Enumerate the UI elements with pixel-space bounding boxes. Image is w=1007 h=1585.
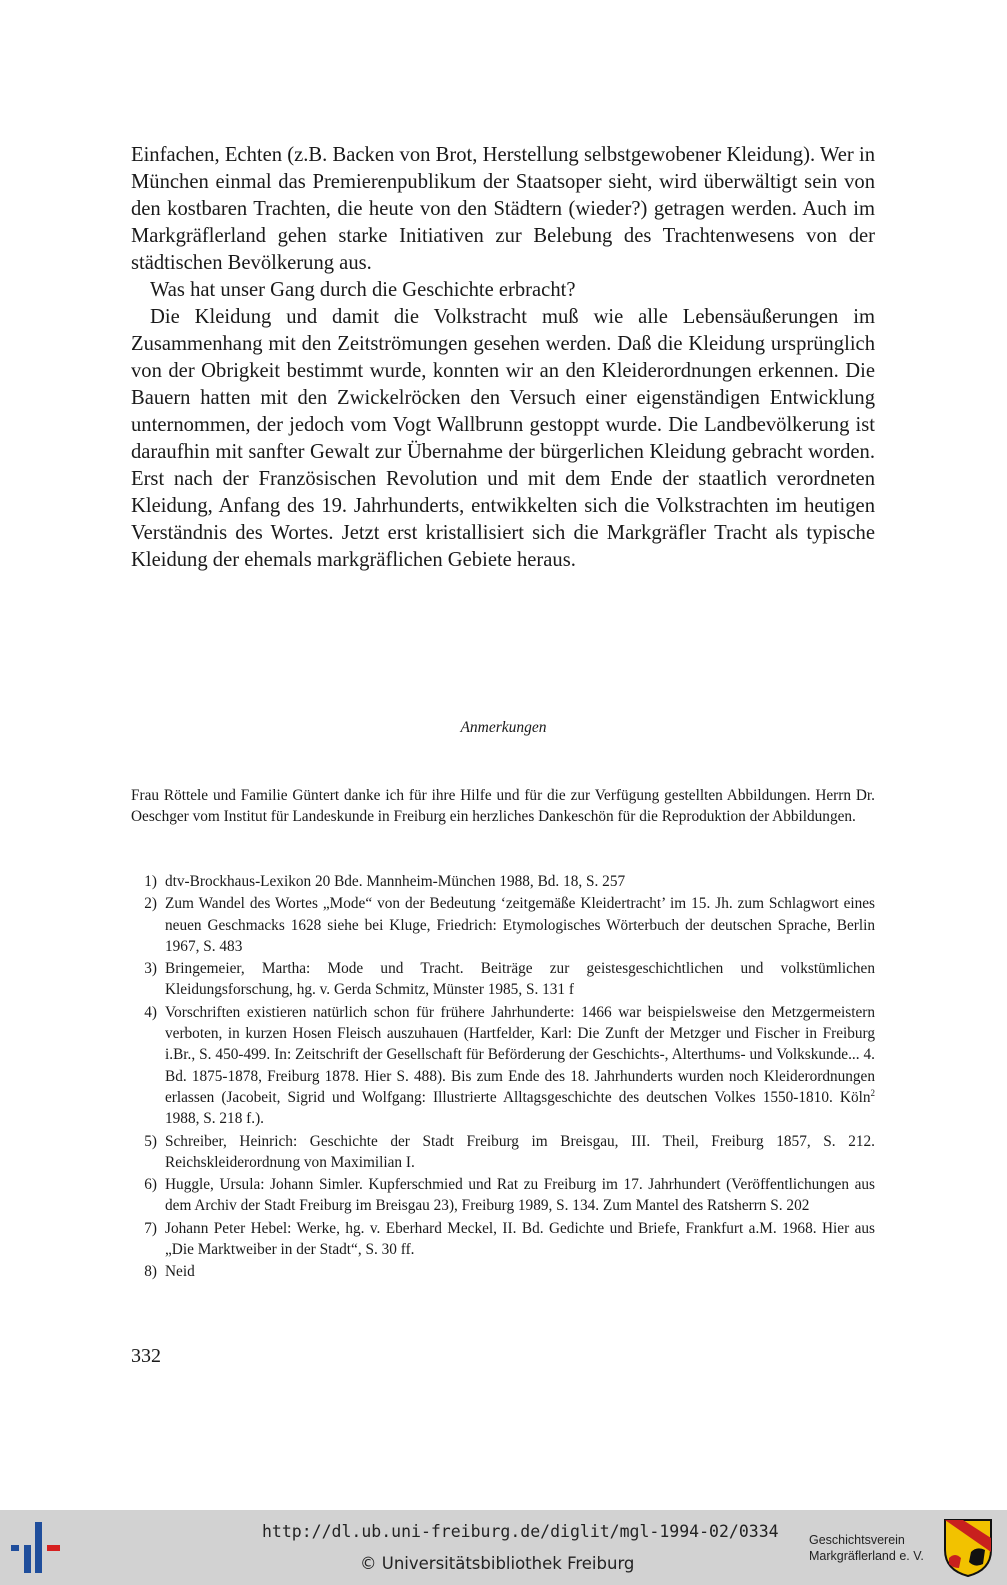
document-url-link[interactable]: http://dl.ub.uni-freiburg.de/diglit/mgl-1994-02/0334 bbox=[262, 1522, 779, 1541]
footnote bbox=[131, 1002, 875, 1130]
footnotes-list bbox=[131, 871, 875, 1284]
body-paragraph: Einfachen, Echten (z.B. Backen von Brot, Herstellung selbstgewobener Kleidung). Wer in München einmal das Premierenpublikum der Staatsoper sieht, wird überwältigt sein von den kostbaren Trachten, die heute von den Städtern (wieder?) getragen werden. Auch im Markgräflerland gehen starke Initiativen zur Belebung des Trachtenwesens von der städtischen Bevölkerung aus. bbox=[131, 144, 875, 274]
footnote-number: 7) bbox=[144, 1219, 157, 1237]
footnote-text: Neid bbox=[165, 1263, 195, 1281]
publisher-name-line: Markgräflerland e. V. bbox=[809, 1549, 924, 1563]
library-logo-icon bbox=[8, 1518, 64, 1578]
footnote-text bbox=[165, 1002, 875, 1130]
footnote-number: 4) bbox=[144, 1003, 157, 1021]
page-number: 332 bbox=[131, 1345, 161, 1367]
footnote bbox=[131, 1261, 875, 1282]
footnote-number: 3) bbox=[144, 960, 157, 978]
footnote bbox=[131, 958, 875, 1001]
body-text bbox=[131, 142, 875, 574]
footnote-number: 1) bbox=[144, 873, 157, 890]
acknowledgement: Frau Röttele und Familie Güntert danke ich für ihre Hilfe und für die zur Verfügung gestellten Abbildungen. Herrn Dr. Oeschger vom Institut für Landeskunde in Freiburg ein herzliches Dankeschön für die Reproduktion der Abbildungen. bbox=[131, 787, 875, 825]
footnote-number: 5) bbox=[144, 1132, 157, 1150]
body-paragraph: Die Kleidung und damit die Volkstracht muß wie alle Lebensäußerungen im Zusammenhang mit den Zeitströmungen gesehen werden. Daß die Kleidung ursprünglich von der Obrigkeit bestimmt wurde, konnten wir an den Kleiderordnungen erkennen. Die Bauern hatten mit den Zwickelröcken den Versuch einer eigenständigen Entwicklung unternommen, der jedoch vom Vogt Wallbrunn gestoppt wurde. Die Landbevölkerung ist daraufhin mit sanfter Gewalt zur Übernahme der bürgerlichen Kleidung gebracht worden. Erst nach der Französischen Revolution und mit dem Ende der staatlich verordneten Kleidung, Anfang des 19. Jahrhunderts, entwikkelten sich die Volkstrachten im heutigen Verständnis des Wortes. Jetzt erst kristallisiert sich die Markgräfler Tracht als typische Kleidung der ehemals markgräflichen Gebiete heraus. bbox=[131, 306, 875, 571]
coat-of-arms-icon bbox=[943, 1518, 993, 1578]
edition-superscript: 2 bbox=[870, 1087, 875, 1098]
footnote-text: dtv-Brockhaus-Lexikon 20 Bde. Mannheim-München 1988, Bd. 18, S. 257 bbox=[165, 873, 626, 890]
footnote-text: Johann Peter Hebel: Werke, hg. v. Eberhard Meckel, II. Bd. Gedichte und Briefe, Frankfurt a.M. 1968. Hier aus „Die Marktweiber in der Stadt“, S. 30 ff. bbox=[165, 1219, 875, 1259]
footnote-text: Schreiber, Heinrich: Geschichte der Stadt Freiburg im Breisgau, III. Theil, Freiburg 1857, S. 212. Reichskleiderordnung von Maximilian I. bbox=[165, 1132, 875, 1171]
footnote-number: 2) bbox=[144, 895, 157, 913]
footnote bbox=[131, 1174, 875, 1217]
footnote-text: Bringemeier, Martha: Mode und Tracht. Beiträge zur geistesgeschichtlichen und volkstümlichen Kleidungsforschung, hg. v. Gerda Schmitz, Münster 1985, S. 131 f bbox=[165, 960, 875, 999]
footnote-number: 8) bbox=[144, 1263, 157, 1281]
footnote-number: 6) bbox=[144, 1176, 157, 1194]
footnote-text: Zum Wandel des Wortes „Mode“ von der Bedeutung ‘zeitgemäße Kleidertracht’ im 15. Jh. zum Schlagwort eines neuen Geschmacks 1628 siehe bei Kluge, Friedrich: Etymologisches Wörterbuch der deutschen Sprache, Berlin 1967, S. 483 bbox=[165, 895, 875, 955]
body-paragraph: Was hat unser Gang durch die Geschichte erbracht? bbox=[150, 279, 576, 301]
footnote bbox=[131, 871, 875, 892]
publisher-name bbox=[809, 1532, 949, 1564]
footnote bbox=[131, 893, 875, 957]
footnote-text-part: 1988, S. 218 f.). bbox=[165, 1110, 265, 1128]
footnote bbox=[131, 1131, 875, 1174]
publisher-name-line: Geschichtsverein bbox=[809, 1533, 905, 1547]
section-heading: Anmerkungen bbox=[460, 719, 547, 736]
footnote bbox=[131, 1218, 875, 1261]
footer-bar bbox=[0, 1510, 1007, 1585]
footnote-text-part: Vorschriften existieren natürlich schon für frühere Jahrhunderte: 1466 war beispielsweise den Metzgermeistern verboten, in kurzen Hosen Fleisch auszuhauen (Hartfelder, Karl: Die Zunft der Metzger und Fischer in Freiburg i.Br., S. 450-499. In: Zeitschrift der Gesellschaft für Beförderung der Geschichts-, Alterthums- und Volkskunde... 4. Bd. 1875-1878, Freiburg 1878. Hier S. 488). Bis zum Ende des 18. Jahrhunderts wurden noch Kleiderordnungen erlassen (Jacobeit, Sigrid und Wolfgang: Illustrierte Alltagsgeschichte des deutschen Volkes 1550-1810. Köln bbox=[165, 1003, 875, 1106]
copyright-text: © Universitätsbibliothek Freiburg bbox=[360, 1554, 635, 1573]
footnote-text: Huggle, Ursula: Johann Simler. Kupferschmied und Rat zu Freiburg im 17. Jahrhundert (Veröffentlichungen aus dem Archiv der Stadt Freiburg im Breisgau 23), Freiburg 1989, S. 134. Zum Mantel des Ratsherrn S. 202 bbox=[165, 1176, 875, 1215]
